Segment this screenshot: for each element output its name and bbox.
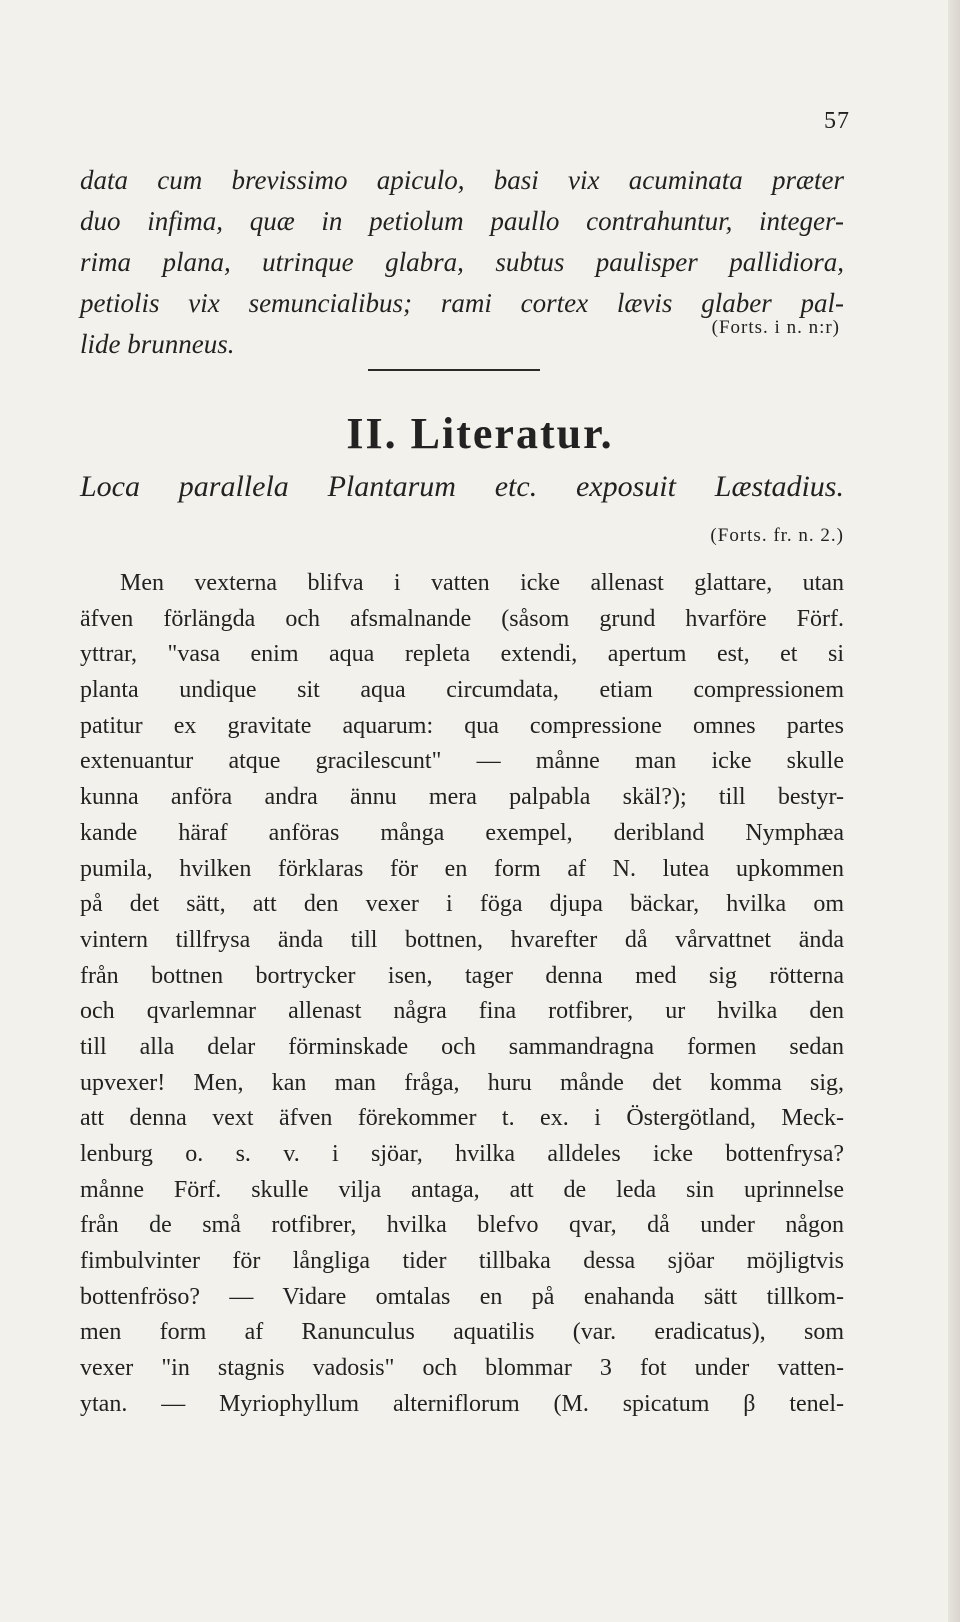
body-line: till alla delar förminskade och sammandragna formen sedan: [80, 1033, 844, 1060]
section-subtitle: Loca parallela Plantarum etc. exposuit Læstadius.: [80, 470, 844, 503]
text-line: petiolis vix semuncialibus; rami cortex lævis glaber pal-: [80, 288, 844, 318]
page-number: 57: [824, 108, 850, 134]
body-line: pumila, hvilken förklaras för en form af N. lutea upkommen: [80, 855, 844, 882]
body-line: fimbulvinter för långliga tider tillbaka dessa sjöar möjligtvis: [80, 1248, 844, 1275]
body-line: ytan. — Myriophyllum alterniflorum (M. spicatum β tenel-: [80, 1390, 844, 1417]
body-line: på det sätt, att den vexer i föga djupa bäckar, hvilka om: [80, 891, 844, 918]
body-line: från bottnen bortrycker isen, tager denna med sig rötterna: [80, 962, 844, 989]
text-line: lide brunneus.: [80, 329, 235, 359]
body-line: Men vexterna blifva i vatten icke allenast glattare, utan: [120, 570, 844, 596]
body-line: lenburg o. s. v. i sjöar, hvilka alldeles icke bottenfrysa?: [80, 1141, 844, 1167]
body-line: patitur ex gravitate aquarum: qua compressione omnes partes: [80, 712, 844, 739]
body-line: kunna anföra andra ännu mera palpabla skäl?); till bestyr-: [80, 784, 844, 811]
body-text: [80, 566, 844, 1423]
text-line: data cum brevissimo apiculo, basi vix acuminata præter: [80, 165, 844, 195]
body-line: månne Förf. skulle vilja antaga, att de leda sin uprinnelse: [80, 1176, 844, 1203]
body-line: extenuantur atque gracilescunt" — månne man icke skulle: [80, 748, 844, 775]
body-line: kande häraf anföras många exempel, deribland Nymphæa: [80, 819, 844, 846]
body-line: att denna vext äfven förekommer t. ex. i Östergötland, Meck-: [80, 1105, 844, 1132]
continuation-note-from: (Forts. fr. n. 2.): [710, 525, 844, 546]
body-line: planta undique sit aqua circumdata, etiam compressionem: [80, 677, 844, 704]
body-line: upvexer! Men, kan man fråga, huru månde det komma sig,: [80, 1069, 844, 1096]
body-line: äfven förlängda och afsmalnande (såsom grund hvarföre Förf.: [80, 605, 844, 632]
body-line: yttrar, "vasa enim aqua repleta extendi, apertum est, et si: [80, 641, 844, 668]
continuation-note: (Forts. i n. n:r): [711, 317, 840, 338]
page-edge: [948, 0, 960, 1622]
body-line: bottenfröso? — Vidare omtalas en på enahanda sätt tillkom-: [80, 1283, 844, 1310]
body-line: vexer "in stagnis vadosis" och blommar 3 fot under vatten-: [80, 1355, 844, 1382]
body-line: och qvarlemnar allenast några fina rotfibrer, ur hvilka den: [80, 998, 844, 1025]
section-heading: II. Literatur.: [346, 409, 614, 458]
section-divider: [368, 369, 540, 371]
body-line: men form af Ranunculus aquatilis (var. eradicatus), som: [80, 1319, 844, 1346]
text-line: rima plana, utrinque glabra, subtus paulisper pallidiora,: [80, 247, 844, 277]
text-line: duo infima, quæ in petiolum paullo contrahuntur, integer-: [80, 206, 844, 236]
body-line: vintern tillfrysa ända till bottnen, hvarefter då vårvattnet ända: [80, 926, 844, 953]
body-line: från de små rotfibrer, hvilka blefvo qvar, då under någon: [80, 1212, 844, 1239]
